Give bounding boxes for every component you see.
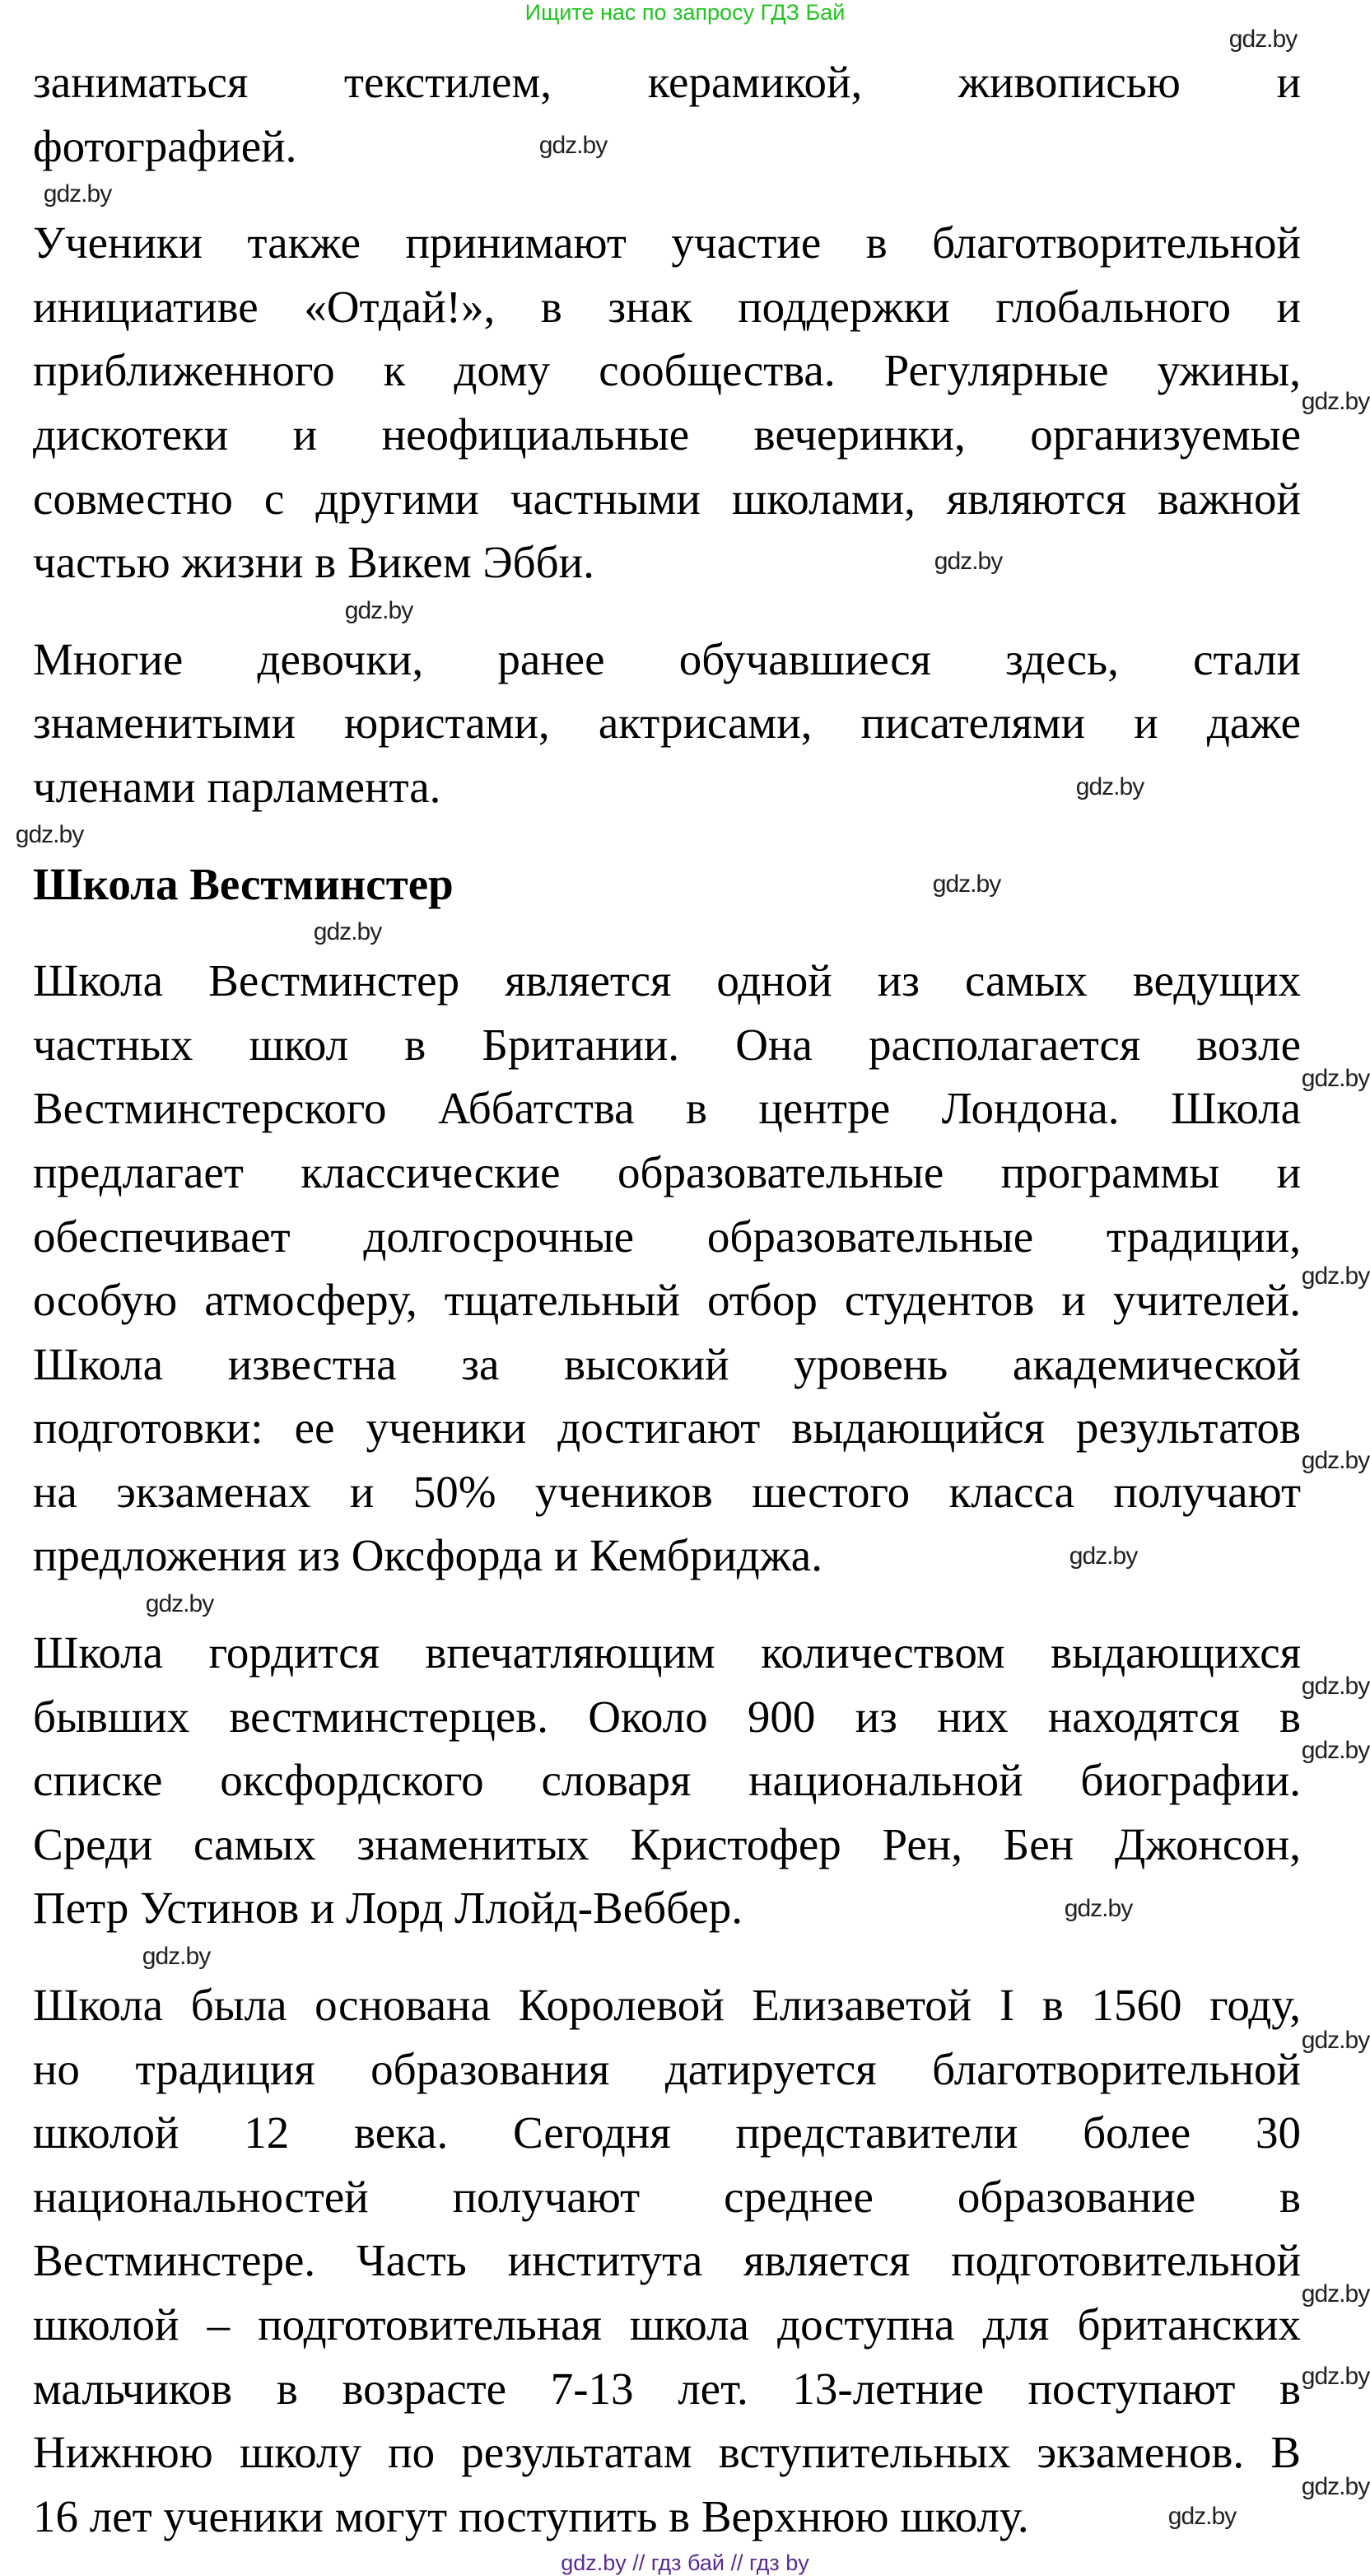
- gdz-watermark: gdz.by: [1167, 2503, 1237, 2530]
- text-line: школой 12 века. Сегодня представители более 30: [33, 2107, 1301, 2158]
- paragraph: [33, 949, 1301, 1588]
- gdz-watermark: gdz.by: [344, 597, 413, 624]
- text-line: на экзаменах и 50% учеников шестого класса получают: [33, 1466, 1301, 1517]
- text-line: Вестминстере. Часть института является подготовительной: [33, 2235, 1301, 2286]
- text-line: Петр Устинов и Лорд Ллойд-Веббер.: [33, 1883, 743, 1934]
- gdz-watermark: gdz.by: [1064, 1895, 1133, 1922]
- gdz-watermark: gdz.by: [1301, 2280, 1370, 2308]
- text-line: приближенного к дому сообщества. Регулярные ужины,: [33, 345, 1301, 396]
- gdz-watermark: gdz.by: [1075, 773, 1144, 800]
- text-line: Школа известна за высокий уровень академической: [33, 1338, 1301, 1389]
- gdz-watermark: gdz.by: [313, 918, 382, 945]
- gdz-watermark: gdz.by: [538, 132, 608, 159]
- text-line: Нижнюю школу по результатам вступительных экзаменов. В: [33, 2427, 1301, 2478]
- gdz-watermark: gdz.by: [1228, 26, 1298, 53]
- text-line: заниматься текстилем, керамикой, живописью и: [33, 57, 1301, 107]
- text-line: частью жизни в Викем Эбби.: [33, 537, 594, 588]
- text-line: предложения из Оксфорда и Кембриджа.: [33, 1530, 822, 1581]
- paragraph: [33, 211, 1301, 595]
- text-line: предлагает классические образовательные программы и: [33, 1146, 1301, 1197]
- text-line: дискотеки и неофициальные вечеринки, организуемые: [33, 408, 1301, 460]
- gdz-watermark: gdz.by: [1301, 1737, 1370, 1764]
- gdz-watermark: gdz.by: [1301, 2363, 1370, 2390]
- text-line: особую атмосферу, тщательный отбор студентов и учителей.: [33, 1275, 1301, 1326]
- paragraph: [33, 1621, 1301, 1940]
- text-line: совместно с другими частными школами, являются важной: [33, 473, 1301, 524]
- text-line: Вестминстерского Аббатства в центре Лондона. Школа: [33, 1083, 1301, 1134]
- gdz-watermark: gdz.by: [1301, 1262, 1370, 1290]
- gdz-watermark: gdz.by: [1301, 1447, 1370, 1474]
- text-line: частных школ в Британии. Она располагается возле: [33, 1019, 1301, 1070]
- search-banner: Ищите нас по запросу ГДЗ Бай: [524, 0, 846, 25]
- text-line: знаменитыми юристами, актрисами, писателями и даже: [33, 698, 1301, 749]
- gdz-watermark: gdz.by: [1301, 1673, 1370, 1700]
- text-line: национальностей получают среднее образование в: [33, 2171, 1301, 2222]
- gdz-watermark: gdz.by: [43, 180, 112, 208]
- gdz-watermark: gdz.by: [1301, 388, 1370, 415]
- gdz-watermark: gdz.by: [1301, 1065, 1370, 1092]
- gdz-watermark: gdz.by: [934, 548, 1003, 575]
- document-body: [33, 50, 1301, 2548]
- paragraph: [33, 1973, 1301, 2548]
- text-line: Школа Вестминстер является одной из самых ведущих: [33, 955, 1301, 1006]
- gdz-watermark: gdz.by: [932, 870, 1001, 898]
- gdz-watermark: gdz.by: [1069, 1542, 1138, 1570]
- gdz-watermark: gdz.by: [1301, 2027, 1370, 2054]
- text-line: Среди самых знаменитых Кристофер Рен, Бен Джонсон,: [33, 1818, 1301, 1869]
- text-line: фотографией.: [33, 120, 297, 171]
- gdz-watermark: gdz.by: [142, 1943, 211, 1970]
- text-line: инициативе «Отдай!», в знак поддержки глобального и: [33, 281, 1301, 332]
- text-line: Школа была основана Королевой Елизаветой I в 1560 году,: [33, 1980, 1301, 2031]
- text-line: Школа гордится впечатляющим количеством выдающихся: [33, 1627, 1301, 1678]
- section-heading: [33, 852, 1301, 917]
- text-line: подготовки: ее ученики достигают выдающийся результатов: [33, 1402, 1301, 1454]
- text-line: но традиция образования датируется благотворительной: [33, 2043, 1301, 2094]
- gdz-watermark: gdz.by: [145, 1590, 214, 1617]
- text-line: Многие девочки, ранее обучавшиеся здесь, стали: [33, 633, 1301, 684]
- footer-watermark: gdz.by // гдз бай // гдз by: [561, 2550, 809, 2575]
- paragraph: [33, 50, 1301, 178]
- text-line: школой – подготовительная школа доступна для британских: [33, 2299, 1301, 2350]
- text-line: бывших вестминстерцев. Около 900 из них находятся в: [33, 1691, 1301, 1742]
- text-line: Ученики также принимают участие в благотворительной: [33, 217, 1301, 268]
- text-line: мальчиков в возрасте 7-13 лет. 13-летние поступают в: [33, 2363, 1301, 2414]
- text-line: Школа Вестминстер: [33, 858, 454, 909]
- gdz-watermark: gdz.by: [15, 821, 84, 848]
- gdz-watermark: gdz.by: [1301, 2473, 1370, 2500]
- text-line: обеспечивает долгосрочные образовательные традиции,: [33, 1211, 1301, 1262]
- text-line: 16 лет ученики могут поступить в Верхнюю школу.: [33, 2490, 1029, 2541]
- text-line: членами парламента.: [33, 761, 441, 812]
- text-line: списке оксфордского словаря национальной биографии.: [33, 1755, 1301, 1806]
